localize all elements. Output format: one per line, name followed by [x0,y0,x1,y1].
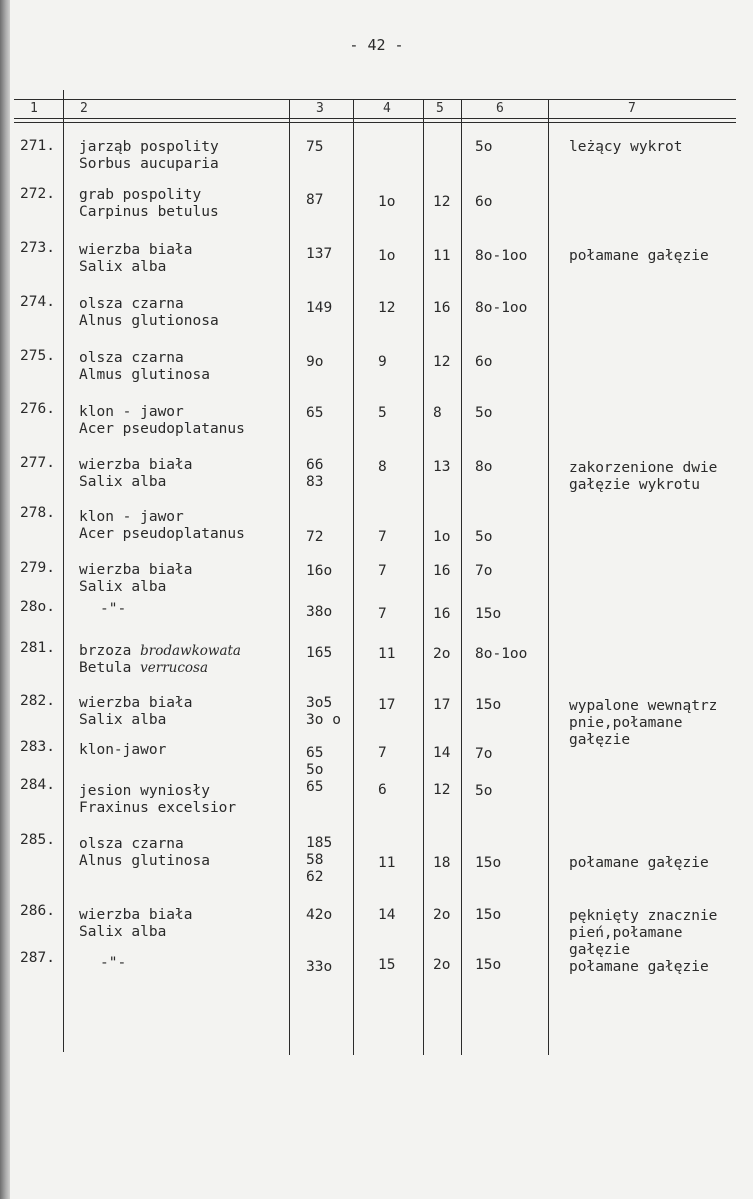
height-value: 16o [306,563,333,579]
species-name [79,695,193,729]
height-line-2: 58 [306,852,324,868]
branch-value: 16 [433,606,451,622]
diameter-value: 15o [475,855,502,871]
girth-value: 7 [378,745,387,761]
polish-name: jarząb pospolity [79,139,219,155]
column-divider-1 [63,90,64,1052]
row-number: 287. [20,950,55,966]
diameter-value: 8o-1oo [475,248,528,264]
height-line-1: 66 [306,457,324,473]
row-number: 277. [20,455,55,471]
girth-value: 17 [378,697,396,713]
girth-value: 1o [378,194,396,210]
branch-value: 17 [433,697,451,713]
remarks-line-2: gałęzie wykrotu [569,477,700,493]
branch-value: 16 [433,300,451,316]
branch-value: 2o [433,957,451,973]
polish-name-line [79,643,241,660]
girth-value: 8 [378,459,387,475]
handwritten-latin-epithet: verrucosa [140,660,209,676]
diameter-value: 15o [475,606,502,622]
polish-name: olsza czarna [79,296,184,312]
column-header-1: 1 [30,101,38,116]
diameter-value: 7o [475,746,493,762]
latin-name: Fraxinus excelsior [79,800,237,816]
species-name [79,296,219,330]
column-header-7: 7 [628,101,636,116]
column-header-4: 4 [383,101,391,116]
girth-value: 15 [378,957,396,973]
column-divider-2 [289,100,290,1055]
remarks: połamane gałęzie [569,248,709,264]
height-value [306,457,323,491]
latin-name: Sorbus aucuparia [79,156,219,172]
branch-value: 2o [433,907,451,923]
girth-value: 7 [378,529,387,545]
row-number: 279. [20,560,55,576]
column-divider-3 [353,100,354,1055]
latin-name: Betula [79,660,132,676]
diameter-value: 8o [475,459,493,475]
polish-name: klon-jawor [79,742,167,758]
column-divider-6 [548,100,549,1055]
branch-value: 2o [433,646,451,662]
species-name [79,139,219,173]
document-page [10,0,753,1199]
diameter-value: 15o [475,907,502,923]
latin-name: Salix alba [79,259,167,275]
row-number: 284. [20,777,55,793]
polish-name: wierzba biała [79,457,193,473]
latin-name: Alnus glutinosa [79,853,210,869]
height-line-1: 5o [306,762,324,778]
handwritten-epithet: brodawkowata [140,643,241,659]
remarks-line-1: wypalone wewnątrz [569,698,718,714]
girth-value: 7 [378,606,387,622]
latin-name: Carpinus betulus [79,204,219,220]
latin-name: Acer pseudoplatanus [79,526,245,542]
height-value: 42o [306,907,333,923]
height-value: 149 [306,300,333,316]
species-name [79,457,193,491]
height-line-1: 3o5 [306,695,333,711]
remarks-line-1: zakorzenione dwie [569,460,718,476]
row-number: 282. [20,693,55,709]
polish-name: grab pospolity [79,187,202,203]
girth-value: 14 [378,907,396,923]
remarks [569,698,717,749]
scan-edge [0,0,10,1199]
height-value [306,695,341,729]
branch-value: 11 [433,248,451,264]
branch-value: 16 [433,563,451,579]
height-line-2: 83 [306,474,324,490]
height-value: 75 [306,139,324,155]
polish-name: wierzba biała [79,562,193,578]
height-value: 33o [306,959,333,975]
species-name [79,187,219,221]
diameter-value: 15o [475,697,502,713]
height-value: 65 [306,745,324,761]
column-header-6: 6 [496,101,504,116]
polish-name: wierzba biała [79,907,193,923]
height-value: 9o [306,354,324,370]
row-number: 271. [20,138,55,154]
row-number: 278. [20,505,55,521]
branch-value: 18 [433,855,451,871]
remarks: połamane gałęzie [569,855,709,871]
diameter-value: 5o [475,405,493,421]
row-number: 275. [20,348,55,364]
girth-value: 1o [378,248,396,264]
latin-name: Salix alba [79,924,167,940]
row-number: 276. [20,401,55,417]
polish-name: klon - jawor [79,404,184,420]
latin-name: Acer pseudoplatanus [79,421,245,437]
remarks: połamane gałęzie [569,959,709,975]
remarks [569,460,717,494]
species-name [79,562,193,596]
diameter-value: 5o [475,139,493,155]
remarks: leżący wykrot [569,139,683,155]
row-number: 273. [20,240,55,256]
remarks-line-2: pień,połamane [569,925,683,941]
row-number: 281. [20,640,55,656]
remarks-line-1: pęknięty znacznie [569,908,718,924]
species-name [79,509,245,543]
polish-name: wierzba biała [79,242,193,258]
row-number: 285. [20,832,55,848]
column-header-3: 3 [316,101,324,116]
header-under-rule [14,122,736,123]
polish-name: klon - jawor [79,509,184,525]
header-bottom-rule [14,118,736,119]
diameter-value: 5o [475,783,493,799]
remarks-line-3: gałęzie [569,942,631,958]
height-line-2: 3o o [306,712,341,728]
species-name [79,242,193,276]
girth-value: 7 [378,563,387,579]
girth-value: 6 [378,782,387,798]
girth-value: 12 [378,300,396,316]
branch-value: 8 [433,405,442,421]
row-number: 274. [20,294,55,310]
height-line-2: 65 [306,779,324,795]
species-name [79,643,241,677]
diameter-value: 7o [475,563,493,579]
remarks-line-3: gałęzie [569,732,631,748]
page-number: - 42 - [349,36,404,54]
species-name [79,907,193,941]
latin-name: Salix alba [79,579,167,595]
height-value: 65 [306,405,324,421]
branch-value: 12 [433,194,451,210]
latin-name: Almus glutinosa [79,367,210,383]
polish-name: olsza czarna [79,350,184,366]
row-number: 283. [20,739,55,755]
diameter-value: 5o [475,529,493,545]
latin-name: Salix alba [79,712,167,728]
latin-name: Alnus glutionosa [79,313,219,329]
height-value [306,835,332,886]
girth-value: 9 [378,354,387,370]
polish-name: brzoza [79,643,132,659]
girth-value: 5 [378,405,387,421]
branch-value: 13 [433,459,451,475]
height-line-1: 185 [306,835,333,851]
ditto-mark: -"- [100,955,127,971]
height-value: 137 [306,246,333,262]
species-name [79,350,210,384]
branch-value: 12 [433,782,451,798]
diameter-value: 15o [475,957,502,973]
diameter-value: 6o [475,354,493,370]
height-line-3: 62 [306,869,324,885]
branch-value: 12 [433,354,451,370]
column-divider-5 [461,100,462,1055]
height-value: 38o [306,604,333,620]
height-value [306,762,323,796]
remarks [569,908,717,959]
header-top-rule [14,99,736,100]
column-divider-4 [423,100,424,1055]
polish-name: olsza czarna [79,836,184,852]
remarks-line-2: pnie,połamane [569,715,683,731]
height-value: 87 [306,192,324,208]
ditto-mark: -"- [100,601,127,617]
girth-value: 11 [378,855,396,871]
height-value: 72 [306,529,324,545]
column-header-5: 5 [436,101,444,116]
row-number: 286. [20,903,55,919]
row-number: 272. [20,186,55,202]
latin-name-line [79,660,241,677]
diameter-value: 8o-1oo [475,646,528,662]
species-name [79,404,245,438]
height-value: 165 [306,645,333,661]
polish-name: jesion wyniosły [79,783,210,799]
polish-name: wierzba biała [79,695,193,711]
branch-value: 1o [433,529,451,545]
row-number: 28o. [20,599,55,615]
diameter-value: 6o [475,194,493,210]
latin-name: Salix alba [79,474,167,490]
branch-value: 14 [433,745,451,761]
species-name [79,783,236,817]
diameter-value: 8o-1oo [475,300,528,316]
girth-value: 11 [378,646,396,662]
species-name [79,836,210,870]
column-header-2: 2 [80,101,88,116]
